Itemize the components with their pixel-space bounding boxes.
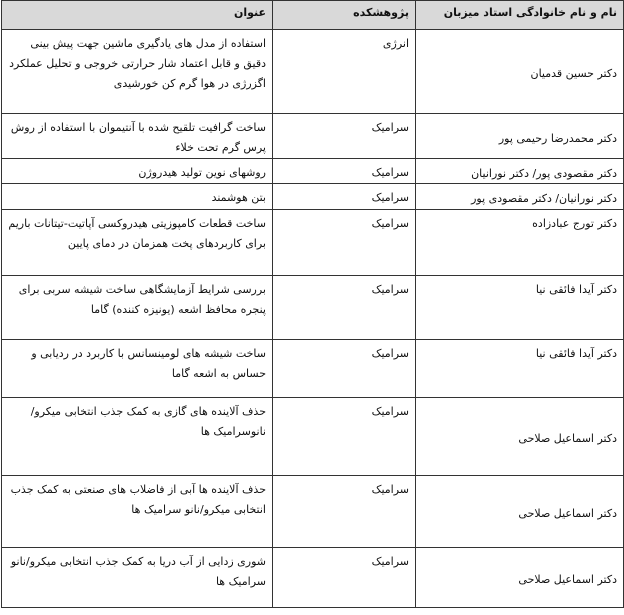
title-cell: ساخت قطعات کامپوزیتی هیدروکسی آپاتیت-تیتانات باریم برای کاربردهای پخت همزمان در دمای پایین [2,210,273,276]
institute-cell: سرامیک [273,340,416,398]
title-cell: شوری زدایی از آب دریا به کمک جذب انتخابی میکرو/نانو سرامیک ها [2,548,273,608]
host-cell: دکتر اسماعیل صلاحی [416,476,624,548]
title-cell: روشهای نوین تولید هیدروژن [2,159,273,184]
institute-cell: سرامیک [273,159,416,184]
institute-cell: سرامیک [273,276,416,340]
title-cell: ساخت شیشه های لومینسانس با کاربرد در ردیابی و حساس به اشعه گاما [2,340,273,398]
table-row [2,210,624,276]
table-row [2,476,624,548]
header-host: نام و نام خانوادگی استاد میزبان [416,1,624,30]
host-cell: دکتر تورج عبادزاده [416,210,624,276]
host-cell: دکتر مقصودی پور/ دکتر نورانیان [416,159,624,184]
table-row [2,159,624,184]
table-row [2,184,624,210]
projects-table [1,0,624,608]
title-cell: حذف آلاینده ها آبی از فاضلاب های صنعتی به کمک جذب انتخابی میکرو/نانو سرامیک ها [2,476,273,548]
host-cell: دکتر آیدا فائقی نیا [416,276,624,340]
header-row [2,1,624,30]
host-cell: دکتر اسماعیل صلاحی [416,398,624,476]
host-cell: دکتر آیدا فائقی نیا [416,340,624,398]
table-row [2,398,624,476]
table-row [2,276,624,340]
host-cell: دکتر حسین قدمیان [416,30,624,114]
table-row [2,548,624,608]
host-cell: دکتر اسماعیل صلاحی [416,548,624,608]
host-cell: دکتر محمدرضا رحیمی پور [416,114,624,159]
header-title: عنوان [2,1,273,30]
table-row [2,340,624,398]
institute-cell: سرامیک [273,184,416,210]
institute-cell: سرامیک [273,210,416,276]
title-cell: حذف آلاینده های گازی به کمک جذب انتخابی میکرو/ نانوسرامیک ها [2,398,273,476]
institute-cell: سرامیک [273,114,416,159]
host-cell: دکتر نورانیان/ دکتر مقصودی پور [416,184,624,210]
table-row [2,30,624,114]
institute-cell: انرژی [273,30,416,114]
title-cell: استفاده از مدل های یادگیری ماشین جهت پیش بینی دقیق و قابل اعتماد شار حرارتی خروجی و تحلیل عملکرد اگزرژی در هوا گرم کن خورشیدی [2,30,273,114]
table-row [2,114,624,159]
institute-cell: سرامیک [273,476,416,548]
title-cell: بررسی شرایط آزمایشگاهی ساخت شیشه سربی برای پنجره محافظ اشعه (یونیزه کننده) گاما [2,276,273,340]
title-cell: بتن هوشمند [2,184,273,210]
title-cell: ساخت گرافیت تلقیح شده با آنتیموان با استفاده از روش پرس گرم تحت خلاء [2,114,273,159]
header-institute: پژوهشکده [273,1,416,30]
institute-cell: سرامیک [273,548,416,608]
institute-cell: سرامیک [273,398,416,476]
